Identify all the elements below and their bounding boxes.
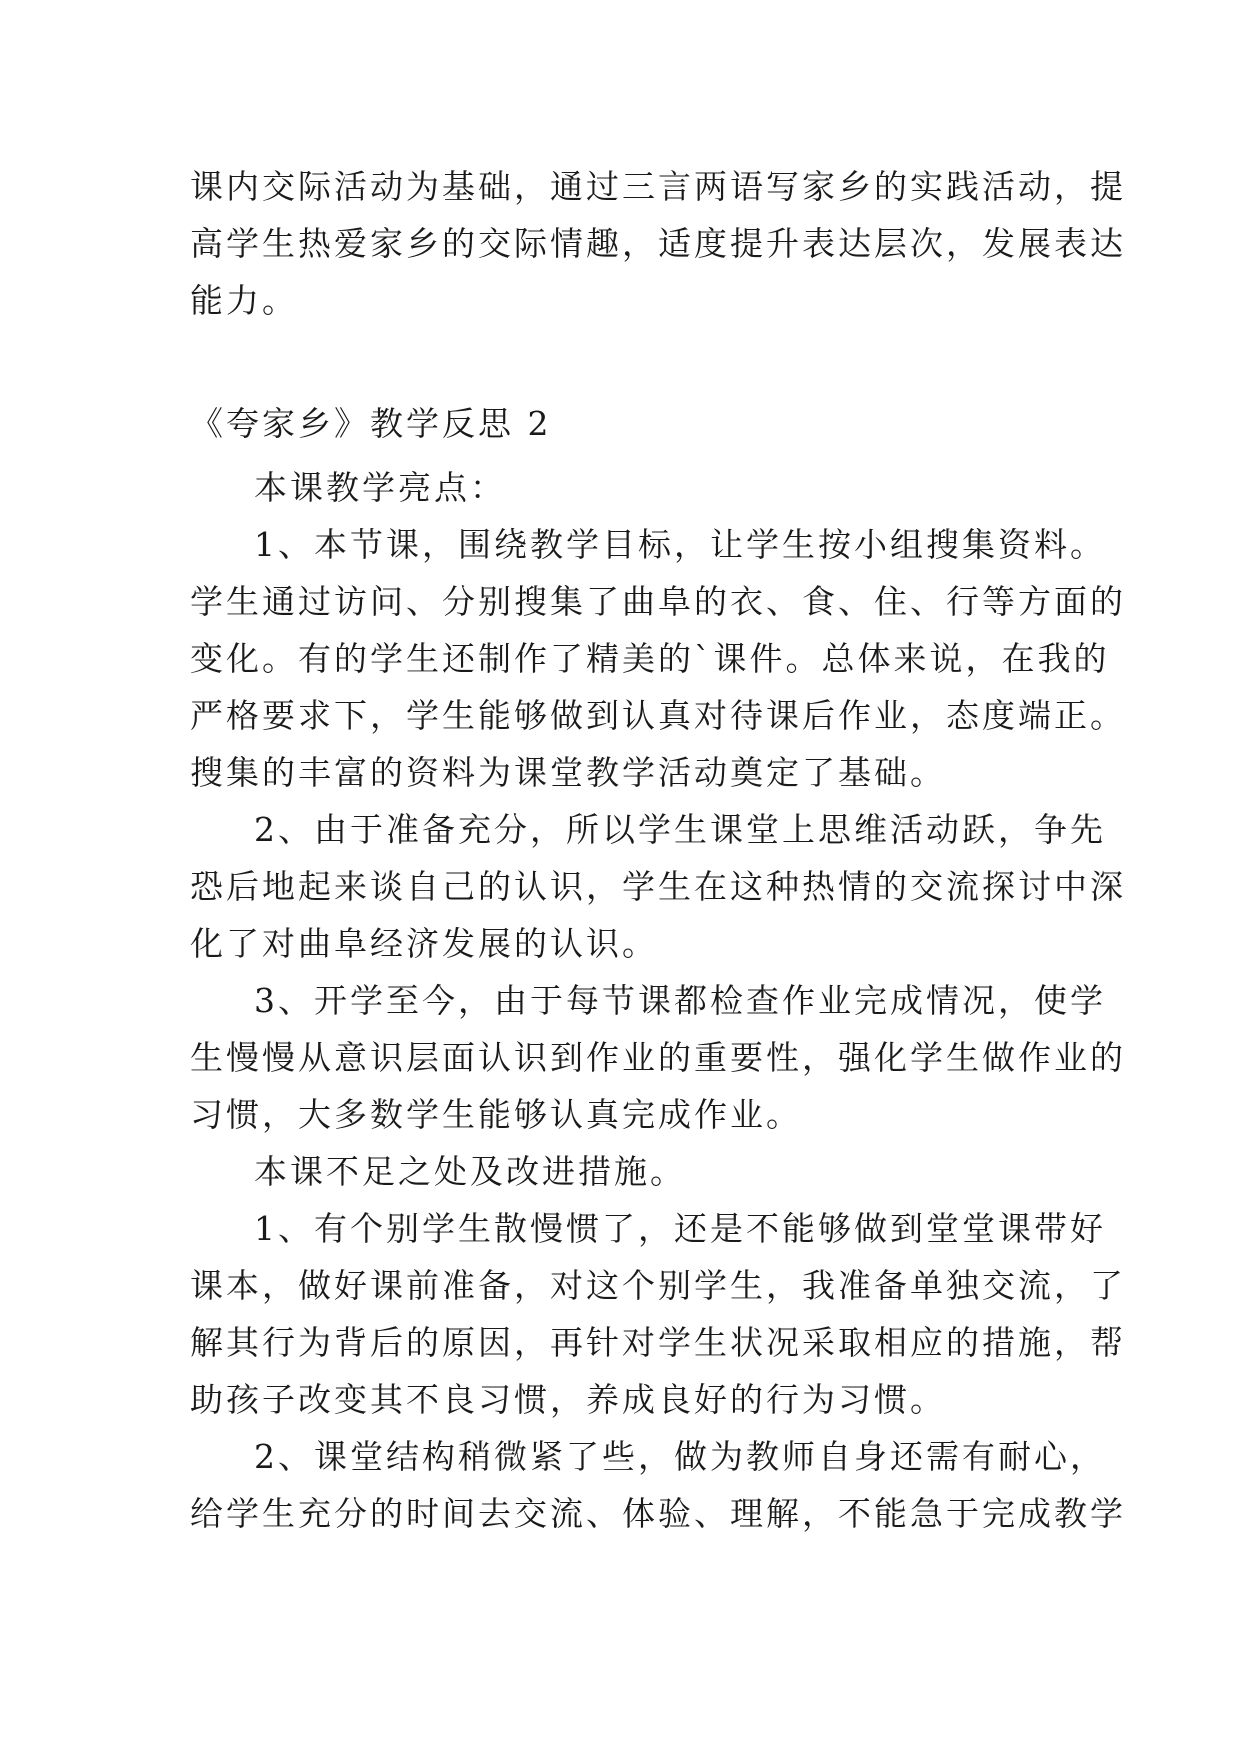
body-line: 给学生充分的时间去交流、体验、理解，不能急于完成教学 xyxy=(190,1494,1126,1533)
section-title: 《夸家乡》教学反思 2 xyxy=(190,404,552,443)
body-line: 2、由于准备充分，所以学生课堂上思维活动跃，争先 xyxy=(254,810,1106,849)
body-line: 助孩子改变其不良习惯，养成良好的行为习惯。 xyxy=(190,1380,946,1419)
body-line: 解其行为背后的原因，再针对学生状况采取相应的措施，帮 xyxy=(190,1323,1126,1362)
section-body xyxy=(190,459,1126,1542)
section-title-block xyxy=(190,395,1070,452)
body-line: 1、有个别学生散慢惯了，还是不能够做到堂堂课带好 xyxy=(254,1209,1106,1248)
body-line: 搜集的丰富的资料为课堂教学活动奠定了基础。 xyxy=(190,753,946,792)
body-line: 严格要求下，学生能够做到认真对待课后作业，态度端正。 xyxy=(190,696,1126,735)
body-line: 学生通过访问、分别搜集了曲阜的衣、食、住、行等方面的 xyxy=(190,582,1126,621)
body-line: 变化。有的学生还制作了精美的`课件。总体来说，在我的 xyxy=(190,639,1110,678)
intro-line: 课内交际活动为基础，通过三言两语写家乡的实践活动，提 xyxy=(190,167,1126,206)
body-line: 课本，做好课前准备，对这个别学生，我准备单独交流，了 xyxy=(190,1266,1126,1305)
intro-line: 能力。 xyxy=(190,281,298,320)
body-line: 本课教学亮点： xyxy=(254,468,506,507)
body-line: 生慢慢从意识层面认识到作业的重要性，强化学生做作业的 xyxy=(190,1038,1126,1077)
body-line: 本课不足之处及改进措施。 xyxy=(254,1152,686,1191)
intro-paragraph xyxy=(190,158,1126,329)
intro-line: 高学生热爱家乡的交际情趣，适度提升表达层次，发展表达 xyxy=(190,224,1126,263)
body-line: 化了对曲阜经济发展的认识。 xyxy=(190,924,658,963)
body-line: 2、课堂结构稍微紧了些，做为教师自身还需有耐心， xyxy=(254,1437,1106,1476)
body-line: 1、本节课，围绕教学目标，让学生按小组搜集资料。 xyxy=(254,525,1106,564)
body-line: 习惯，大多数学生能够认真完成作业。 xyxy=(190,1095,802,1134)
body-line: 恐后地起来谈自己的认识，学生在这种热情的交流探讨中深 xyxy=(190,867,1126,906)
body-line: 3、开学至今，由于每节课都检查作业完成情况，使学 xyxy=(254,981,1106,1020)
